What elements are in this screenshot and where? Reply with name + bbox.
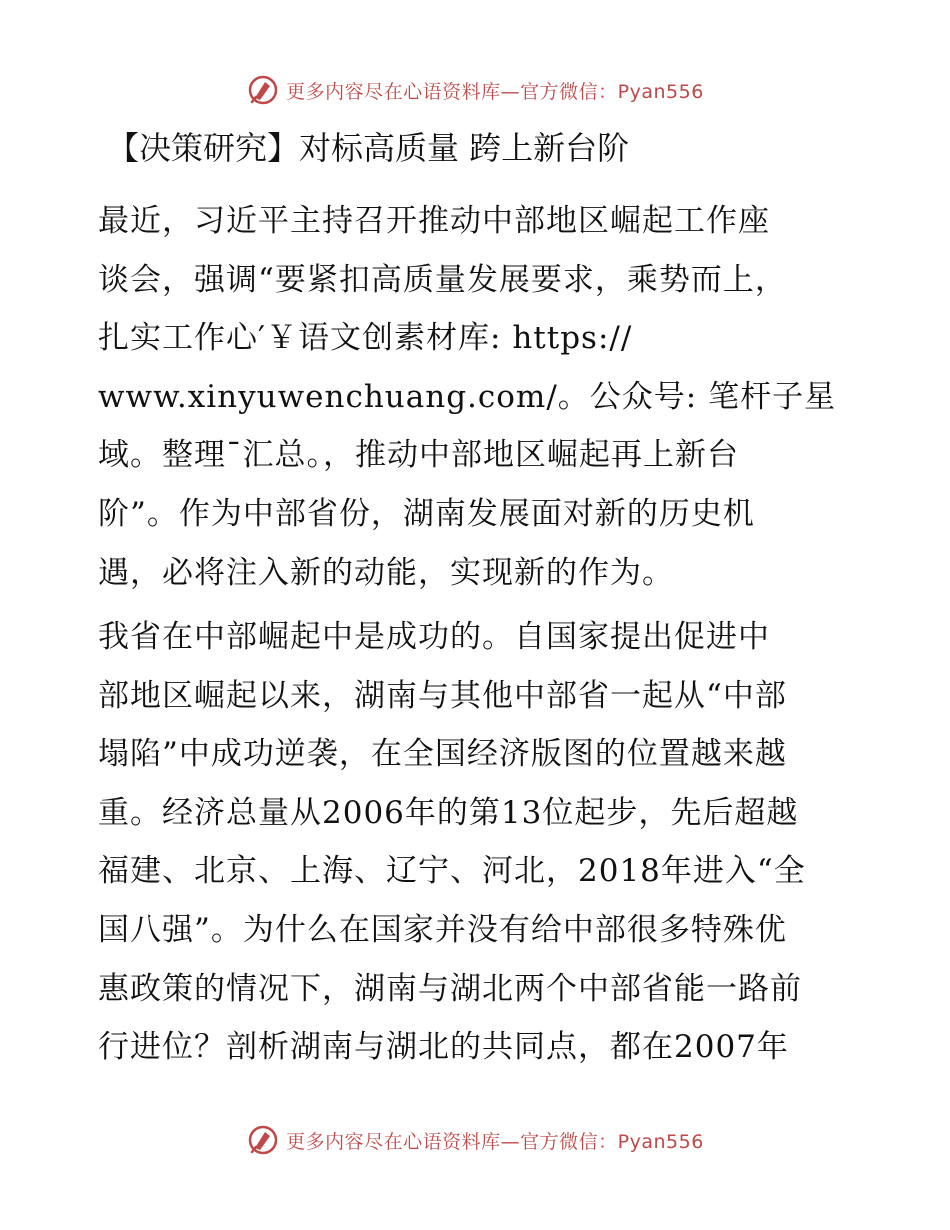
paragraph <box>98 608 858 1077</box>
watermark-text: 更多内容尽在心语资料库—官方微信：Pyan556 <box>286 80 704 103</box>
paragraph-line: 域。整理¯汇总。，推动中部地区崛起再上新台 <box>98 437 739 474</box>
paragraph-line: 谈会，强调“要紧扣高质量发展要求，乘势而上， <box>98 261 787 298</box>
paragraph-line: 重。经济总量从2006年的第13位起步，先后超越 <box>98 794 799 831</box>
paragraph-line: 行进位？剖析湖南与湖北的共同点，都在2007年 <box>98 1029 789 1066</box>
paragraph-line: 惠政策的情况下，湖南与湖北两个中部省能一路前 <box>98 970 802 1007</box>
paragraph-line: 塌陷”中成功逆袭，在全国经济版图的位置越来越 <box>98 736 787 773</box>
footer-watermark <box>0 1120 950 1160</box>
fountain-pen-logo-icon <box>246 73 280 107</box>
paragraph-line: 最近，习近平主持召开推动中部地区崛起工作座 <box>98 203 770 239</box>
paragraph-line: www.xinyuwenchuang.com/。公众号: 笔杆子星 <box>98 378 837 415</box>
header-watermark <box>0 70 950 110</box>
paragraph-line: 遇，必将注入新的动能，实现新的作为。 <box>98 554 674 591</box>
paragraph-line: 部地区崛起以来，湖南与其他中部省一起从“中部 <box>98 677 787 714</box>
paragraph-line: 阶”。作为中部省份，湖南发展面对新的历史机 <box>98 495 755 532</box>
paragraph-line: 我省在中部崛起中是成功的。自国家提出促进中 <box>98 619 770 655</box>
paragraph <box>98 192 858 602</box>
paragraph-line: 国八强”。为什么在国家并没有给中部很多特殊优 <box>98 911 787 948</box>
watermark-text: 更多内容尽在心语资料库—官方微信：Pyan556 <box>286 1130 704 1153</box>
paragraph-line: 福建、北京、上海、辽宁、河北，2018年进入“全 <box>98 853 806 890</box>
document-title: 【决策研究】对标高质量 跨上新台阶 <box>107 129 630 167</box>
paragraph-line: 扎实工作心′￥语文创素材库: https:// <box>98 320 633 357</box>
fountain-pen-logo-icon <box>246 1123 280 1157</box>
